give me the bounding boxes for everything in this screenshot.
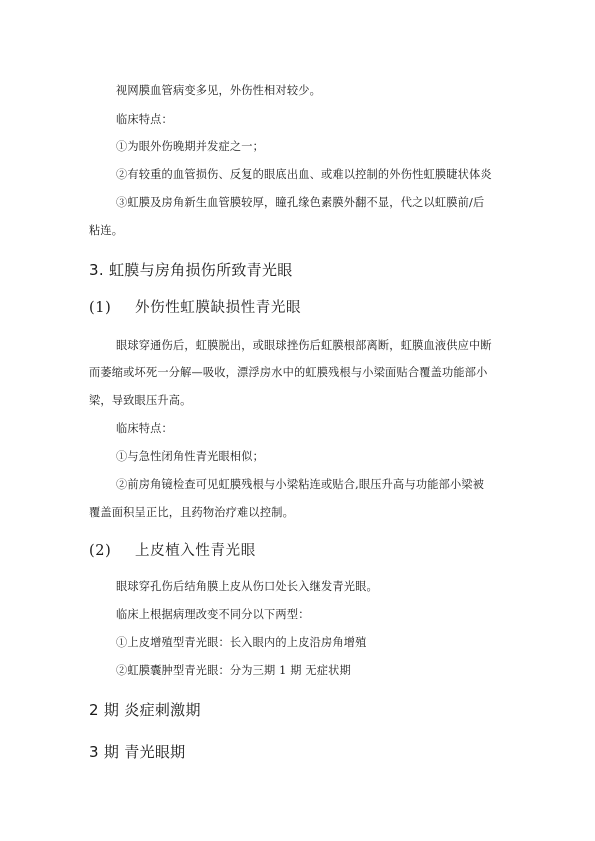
list-item: ②前房角镜检查可见虹膜残根与小梁粘连或贴合,眼压升高与功能部小梁被 (116, 478, 485, 491)
list-item: ①与急性闭角性青光眼相似； (116, 450, 265, 463)
paragraph-line: 临床特点： (116, 422, 173, 435)
paragraph-line: 覆盖面积呈正比，且药物治疗难以控制。 (89, 506, 294, 519)
paragraph-line: 临床上根据病理改变不同分以下两型： (116, 608, 310, 621)
paragraph-line: 视网膜血管病变多见，外伤性相对较少。 (116, 84, 321, 97)
paragraph-line: 而萎缩或坏死一分解—吸收，漂浮房水中的虹膜残根与小梁面贴合覆盖功能部小 (89, 366, 488, 379)
subsection-heading (89, 298, 301, 318)
subsection-number: (2) (89, 543, 112, 559)
paragraph-line: 临床特点： (116, 113, 173, 126)
list-item: ①上皮增殖型青光眼：长入眼内的上皮沿房角增殖 (116, 636, 367, 649)
list-item: ①为眼外伤晚期并发症之一； (116, 140, 265, 153)
paragraph-line: 梁，导致眼压升高。 (89, 394, 192, 407)
paragraph-line: 眼球穿通伤后，虹膜脱出，或眼球挫伤后虹膜根部离断，虹膜血液供应中断 (116, 339, 492, 352)
list-item: ②有较重的血管损伤、反复的眼底出血、或难以控制的外伤性虹膜睫状体炎 (116, 168, 492, 181)
list-item: ②虹膜囊肿型青光眼：分为三期 1 期 无症状期 (116, 664, 351, 677)
subsection-title: 上皮植入性青光眼 (135, 543, 256, 559)
paragraph-line: 眼球穿孔伤后结角膜上皮从伤口处长入继发青光眼。 (116, 580, 378, 593)
period-heading: 2 期 炎症刺激期 (89, 701, 201, 719)
period-heading: 3 期 青光眼期 (89, 743, 186, 761)
paragraph-line: 粘连。 (89, 224, 124, 237)
section-heading: 3. 虹膜与房角损伤所致青光眼 (89, 261, 293, 279)
subsection-heading (89, 541, 256, 561)
list-item: ③虹膜及房角新生血管膜较厚，瞳孔缘色素膜外翻不显，代之以虹膜前/后 (116, 196, 485, 209)
subsection-number: (1) (89, 300, 112, 316)
subsection-title: 外伤性虹膜缺损性青光眼 (135, 300, 302, 316)
